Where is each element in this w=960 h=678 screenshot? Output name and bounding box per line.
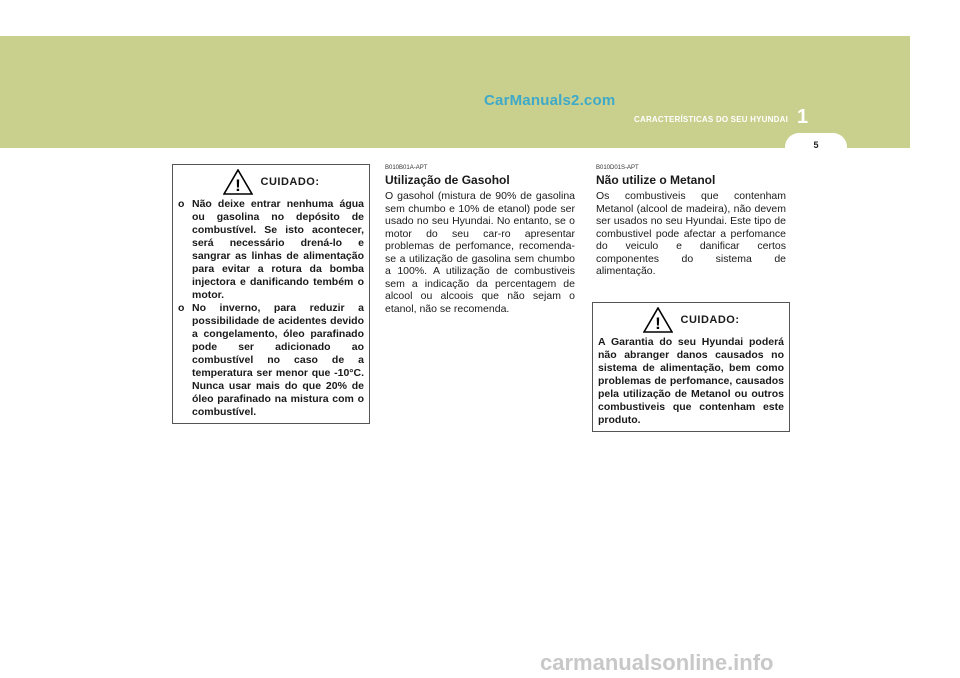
caution-label: CUIDADO: — [260, 175, 320, 188]
warning-symbol: ! — [234, 176, 241, 195]
section-heading: Utilização de Gasohol — [385, 173, 510, 187]
section-code: B010D01S-APT — [596, 165, 639, 171]
section-title: CARACTERÍSTICAS DO SEU HYUNDAI — [633, 115, 788, 124]
watermark-bottom[interactable]: carmanualsonline.info — [540, 650, 774, 675]
section-heading: Não utilize o Metanol — [596, 173, 716, 187]
caution-item-text: No inverno, para reduzir a possibilidade de acidentes devido a congelamento, óleo parafinado pode ser adicionado ao combustível no caso de a temperatura ser menor que -10°C. Nunca usar mais do que 20% de óleo parafinado na mistura com o combustível. — [192, 302, 364, 418]
caution-label: CUIDADO: — [680, 313, 740, 326]
warning-triangle-icon — [223, 169, 253, 195]
watermark-top[interactable]: CarManuals2.com — [484, 92, 616, 109]
section-body: Os combustiveis que contenham Metanol (alcool de madeira), não devem ser usados no seu Hyundai. Este tipo de combustivel pode afectar a perfomance do veiculo e danificar certos componentes do sistema de alimentação. — [596, 190, 786, 277]
page-number: 5 — [813, 140, 819, 150]
methanol-section — [596, 165, 786, 278]
caution-text: A Garantia do seu Hyundai poderá não abranger danos causados no sistema de alimentação, bem como problemas de perfomance, causados pela utilização de Metanol ou outros combustiveis que contenham este produto. — [598, 336, 784, 426]
caution-item-text: Não deixe entrar nenhuma água ou gasolina no depósito de combustível. Se isto acontecer, será necessário drená-lo e sangrar as linhas de alimentação para evitar a rotura da bomba injectora e danificando tembém o motor. — [192, 198, 364, 301]
caution-header — [598, 307, 784, 333]
section-code: B010B01A-APT — [385, 165, 428, 171]
warning-symbol: ! — [654, 314, 661, 333]
caution-box-left — [172, 164, 370, 424]
chapter-number: 1 — [797, 106, 809, 128]
bullet-mark: o — [178, 198, 185, 210]
warning-triangle-icon — [643, 307, 673, 333]
bullet-mark: o — [178, 302, 185, 314]
caution-box-right — [592, 302, 790, 432]
caution-item — [178, 302, 364, 419]
caution-item — [178, 198, 364, 302]
caution-header — [178, 169, 364, 195]
section-body: O gasohol (mistura de 90% de gasolina sem chumbo e 10% de etanol) pode ser usado no seu Hyundai. No entanto, se o motor do seu car-ro apresentar problemas de perfomance, recomenda-se a utilização de gasolina sem chumbo a 100%. A utilização de combustiveis sem a indicação da percentagem de alcool ou alcoois que não sejam o etanol, não se recomenda. — [385, 190, 575, 315]
gasohol-section — [385, 165, 575, 315]
header-band — [0, 36, 910, 148]
